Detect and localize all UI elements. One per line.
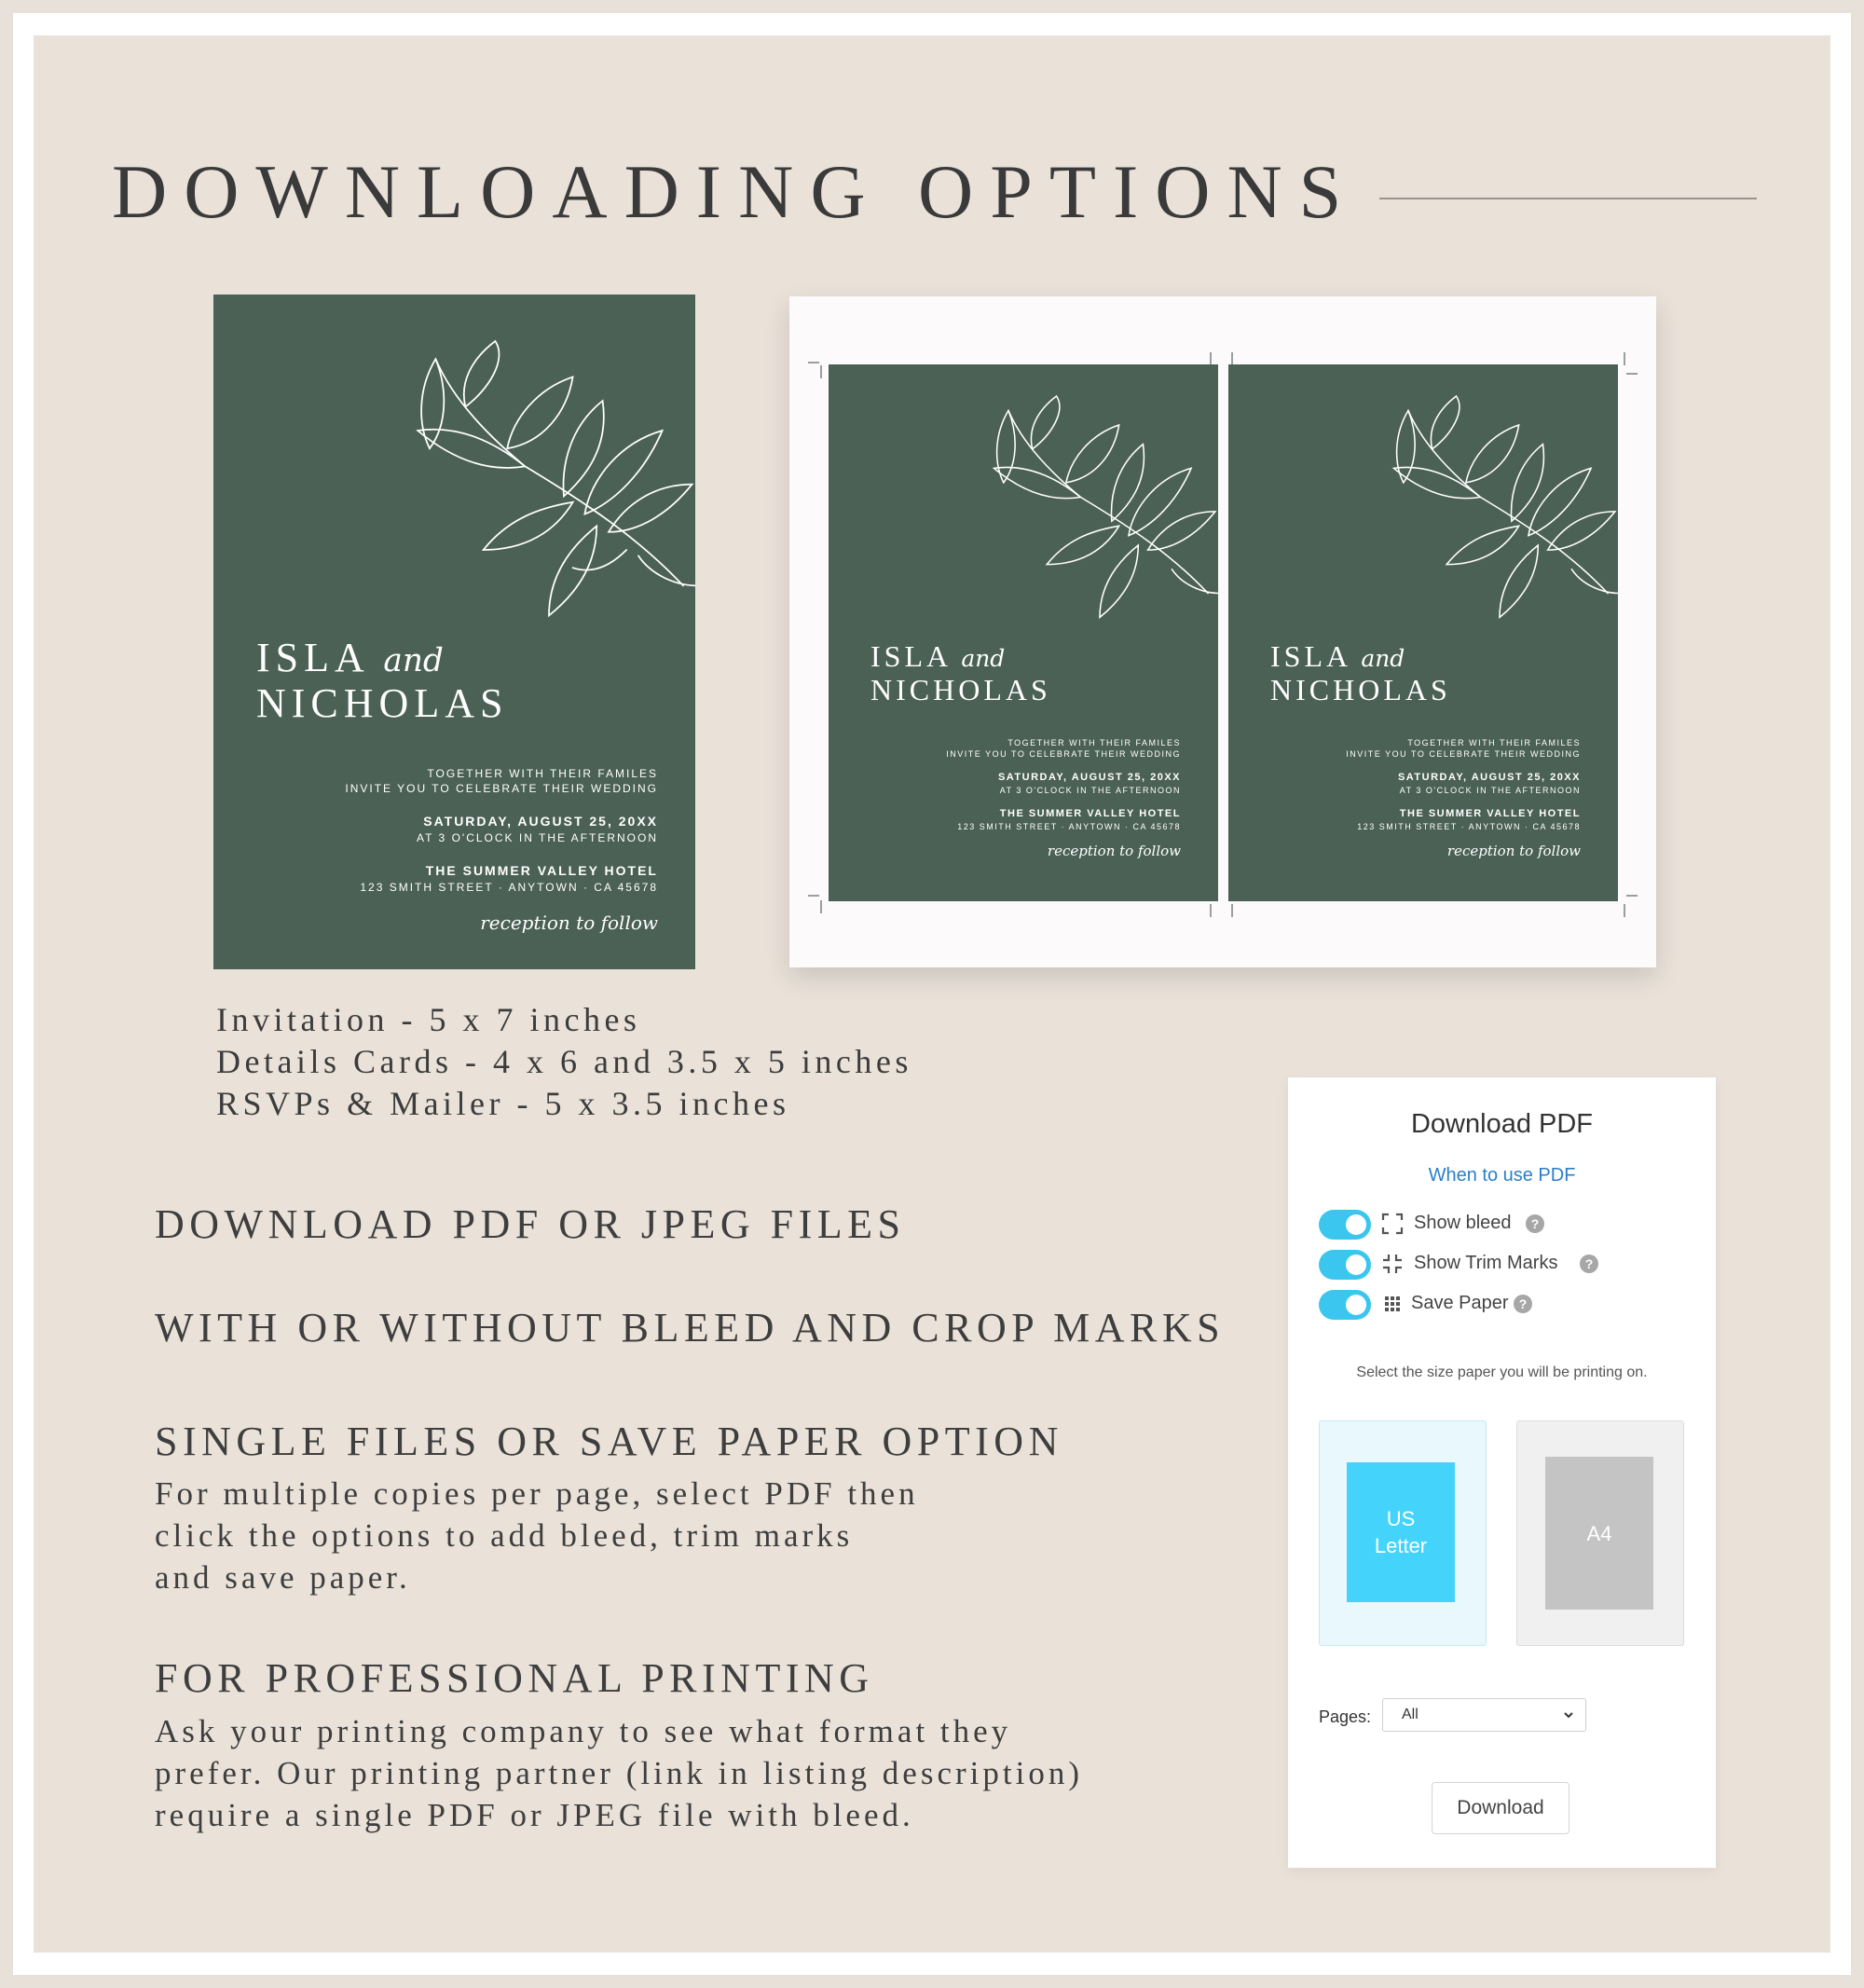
page-title: DOWNLOADING OPTIONS	[112, 149, 1359, 234]
couple-names	[1270, 640, 1451, 707]
detail-date: SATURDAY, AUGUST 25, 20XX	[1397, 772, 1581, 784]
heading-bleed-crop: WITH OR WITHOUT BLEED AND CROP MARKS	[155, 1305, 1226, 1350]
save-paper-toggle[interactable]	[1319, 1290, 1371, 1320]
detail-line-2: INVITE YOU TO CELEBRATE THEIR WEDDING	[345, 782, 658, 796]
size-rsvps-mailer: RSVPs & Mailer - 5 x 3.5 inches	[216, 1085, 790, 1122]
invitation-details	[1346, 737, 1581, 861]
download-pdf-dialog	[1288, 1077, 1716, 1868]
name-second: NICHOLAS	[870, 672, 1051, 706]
name-and: and	[1361, 645, 1405, 672]
detail-line-1: TOGETHER WITH THEIR FAMILES	[427, 767, 658, 780]
name-and: and	[383, 642, 444, 679]
detail-venue: THE SUMMER VALLEY HOTEL	[425, 863, 658, 879]
detail-time: AT 3 O'CLOCK IN THE AFTERNOON	[1399, 786, 1581, 796]
couple-names	[256, 635, 508, 727]
paper-option-a4[interactable]	[1516, 1420, 1684, 1646]
paper-size-hint: Select the size paper you will be printing on.	[1356, 1364, 1648, 1380]
size-details-cards: Details Cards - 4 x 6 and 3.5 x 5 inches	[216, 1043, 912, 1080]
couple-names	[870, 640, 1051, 707]
name-first: ISLA	[1270, 639, 1350, 673]
name-second: NICHOLAS	[256, 680, 509, 727]
download-button[interactable]: Download	[1432, 1782, 1569, 1834]
paragraph-line: click the options to add bleed, trim marks	[155, 1517, 854, 1554]
dialog-title: Download PDF	[1410, 1109, 1594, 1139]
name-first: ISLA	[256, 635, 368, 680]
leaf-branch-illustration	[400, 304, 695, 677]
heading-save-paper: SINGLE FILES OR SAVE PAPER OPTION	[155, 1419, 1063, 1464]
when-to-use-pdf-link[interactable]: When to use PDF	[1428, 1165, 1576, 1186]
invitation-details	[345, 766, 658, 936]
help-icon[interactable]: ?	[1580, 1254, 1598, 1273]
save-paper-sheet-preview	[789, 296, 1656, 967]
invitation-card	[213, 295, 695, 969]
size-invitation: Invitation - 5 x 7 inches	[216, 1001, 641, 1038]
detail-address: 123 SMITH STREET · ANYTOWN · CA 45678	[360, 881, 658, 895]
detail-reception: reception to follow	[1446, 843, 1581, 860]
bleed-corners-icon	[1380, 1212, 1405, 1236]
chevron-down-icon	[1563, 1709, 1574, 1721]
invitation-details	[946, 737, 1181, 861]
heading-download-formats: DOWNLOAD PDF OR JPEG FILES	[155, 1201, 906, 1247]
sheet-card-right	[1228, 364, 1618, 901]
title-divider	[1379, 198, 1757, 199]
help-icon[interactable]: ?	[1514, 1295, 1532, 1313]
professional-printing-description	[155, 1710, 1083, 1836]
save-paper-description	[155, 1473, 919, 1598]
detail-line-2: INVITE YOU TO CELEBRATE THEIR WEDDING	[946, 749, 1181, 760]
us-letter-label: US Letter	[1347, 1462, 1455, 1602]
pages-select[interactable]	[1382, 1698, 1586, 1732]
paragraph-line: prefer. Our printing partner (link in listing description)	[155, 1755, 1083, 1791]
paper-option-us-letter[interactable]	[1319, 1420, 1487, 1646]
leaf-branch-illustration	[1379, 381, 1618, 651]
detail-address: 123 SMITH STREET · ANYTOWN · CA 45678	[1357, 822, 1581, 832]
detail-line-1: TOGETHER WITH THEIR FAMILES	[1007, 738, 1181, 747]
trim-marks-icon	[1380, 1252, 1405, 1276]
detail-line-1: TOGETHER WITH THEIR FAMILES	[1407, 738, 1581, 747]
size-list	[216, 999, 912, 1125]
detail-time: AT 3 O'CLOCK IN THE AFTERNOON	[417, 831, 658, 845]
help-icon[interactable]: ?	[1526, 1214, 1544, 1233]
detail-reception: reception to follow	[1047, 843, 1181, 860]
a4-label: A4	[1545, 1457, 1653, 1610]
save-paper-label: Save Paper	[1411, 1293, 1509, 1313]
grid-dots-icon	[1380, 1292, 1405, 1316]
detail-date: SATURDAY, AUGUST 25, 20XX	[423, 814, 658, 829]
leaf-branch-illustration	[980, 381, 1218, 651]
show-bleed-label: Show bleed	[1414, 1213, 1512, 1233]
detail-date: SATURDAY, AUGUST 25, 20XX	[997, 772, 1181, 784]
detail-address: 123 SMITH STREET · ANYTOWN · CA 45678	[957, 822, 1181, 832]
detail-line-2: INVITE YOU TO CELEBRATE THEIR WEDDING	[1346, 749, 1581, 760]
pages-select-value: All	[1402, 1707, 1419, 1722]
name-second: NICHOLAS	[1270, 672, 1451, 706]
sheet-card-left	[829, 364, 1218, 901]
show-bleed-toggle[interactable]	[1319, 1210, 1371, 1240]
detail-time: AT 3 O'CLOCK IN THE AFTERNOON	[999, 786, 1181, 796]
detail-venue: THE SUMMER VALLEY HOTEL	[1399, 808, 1581, 820]
detail-venue: THE SUMMER VALLEY HOTEL	[999, 808, 1181, 820]
name-and: and	[961, 645, 1006, 672]
paragraph-line: Ask your printing company to see what format they	[155, 1713, 1012, 1749]
heading-professional-printing: FOR PROFESSIONAL PRINTING	[155, 1655, 874, 1701]
name-first: ISLA	[870, 639, 951, 673]
paragraph-line: and save paper.	[155, 1559, 411, 1596]
paragraph-line: For multiple copies per page, select PDF then	[155, 1475, 919, 1512]
show-trim-marks-toggle[interactable]	[1319, 1250, 1371, 1280]
detail-reception: reception to follow	[480, 911, 658, 934]
show-trim-marks-label: Show Trim Marks	[1414, 1253, 1558, 1273]
paragraph-line: require a single PDF or JPEG file with bleed.	[155, 1797, 914, 1833]
pages-label: Pages:	[1319, 1707, 1372, 1726]
